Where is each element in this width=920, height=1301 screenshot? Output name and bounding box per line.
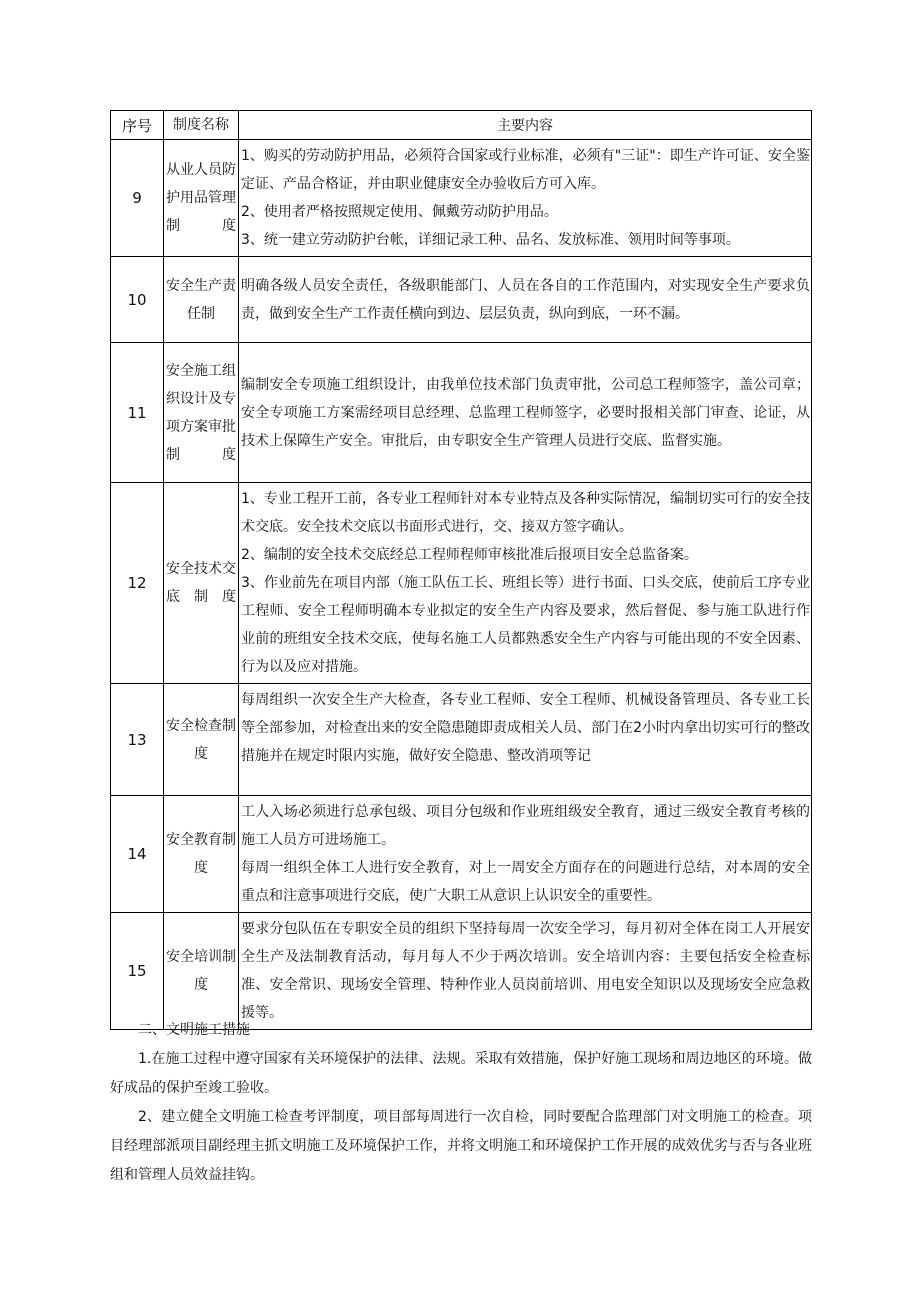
row-name: 安全培训制度 <box>166 949 236 993</box>
content-line: 3、统一建立劳动防护台帐，详细记录工种、品名、发放标准、领用时间等事项。 <box>241 232 740 248</box>
header-name: 制度名称 <box>164 111 239 140</box>
section-heading: 二、文明施工措施 <box>138 1022 250 1038</box>
content-line: 每周组织一次安全生产大检查，各专业工程师、安全工程师、机械设备管理员、各专业工长等全部参加，对检查出来的安全隐患随即责成相关人员、部门在2小时内拿出切实可行的整改措施并在规定时限内实施，做好安全隐患、整改消项等记 <box>241 692 810 764</box>
row-content <box>239 140 812 257</box>
content-line: 3、作业前先在项目内部（施工队伍工长、班组长等）进行书面、口头交底，使前后工序专业工程师、安全工程师明确本专业拟定的安全生产内容及要求，然后督促、参与施工队进行作业前的班组安全技术交底，使每名施工人员都熟悉安全生产内容与可能出现的不安全因素、行为以及应对措施。 <box>241 575 810 675</box>
header-content: 主要内容 <box>239 111 812 140</box>
civilized-construction-section <box>110 1016 812 1190</box>
table-header-row <box>111 111 812 140</box>
row-num: 14 <box>111 796 164 913</box>
row-num: 10 <box>111 257 164 343</box>
rules-table <box>110 110 812 1030</box>
row-content <box>239 913 812 1030</box>
content-line: 要求分包队伍在专职安全员的组织下坚持每周一次安全学习，每月初对全体在岗工人开展安全生产及法制教育活动，每月每人不少于两次培训。安全培训内容：主要包括安全检查标准、安全常识、现场安全管理、特种作业人员岗前培训、用电安全知识以及现场安全应急救援等。 <box>241 921 810 1021</box>
row-num: 9 <box>111 140 164 257</box>
table-row <box>111 140 812 257</box>
content-line: 每周一组织全体工人进行安全教育，对上一周安全方面存在的问题进行总结，对本周的安全重点和注意事项进行交底，使广大职工从意识上认识安全的重要性。 <box>241 860 810 904</box>
row-name: 安全教育制度 <box>166 832 236 876</box>
row-num: 15 <box>111 913 164 1030</box>
header-num: 序号 <box>111 111 164 140</box>
row-name: 安全生产责任制 <box>166 277 236 322</box>
row-num: 11 <box>111 343 164 483</box>
row-content <box>239 343 812 483</box>
content-line: 1、购买的劳动防护用品，必须符合国家或行业标准，必须有"三证"：即生产许可证、安全鉴定证、产品合格证，并由职业健康安全办验收后方可入库。 <box>241 148 810 192</box>
table-row <box>111 913 812 1030</box>
content-line: 1、专业工程开工前，各专业工程师针对本专业特点及各种实际情况，编制切实可行的安全技术交底。安全技术交底以书面形式进行，交、接双方签字确认。 <box>241 491 810 535</box>
content-line: 2、使用者严格按照规定使用、佩戴劳动防护用品。 <box>241 204 558 220</box>
table-row <box>111 343 812 483</box>
row-content <box>239 796 812 913</box>
row-num: 13 <box>111 684 164 796</box>
table-row <box>111 796 812 913</box>
row-name: 安全检查制度 <box>166 717 236 762</box>
row-content <box>239 684 812 796</box>
row-content <box>239 257 812 343</box>
content-line: 工人入场必须进行总承包级、项目分包级和作业班组级安全教育，通过三级安全教育考核的施工人员方可进场施工。 <box>241 804 810 848</box>
row-content <box>239 483 812 684</box>
table-row <box>111 257 812 343</box>
row-name: 安全技术交底制度 <box>166 561 236 605</box>
content-line: 2、编制的安全技术交底经总工程师程师审核批准后报项目安全总监备案。 <box>241 547 698 563</box>
table-row <box>111 684 812 796</box>
section-paragraph: 2、建立健全文明施工检查考评制度，项目部每周进行一次自检，同时要配合监理部门对文明施工的检查。项目经理部派项目副经理主抓文明施工及环境保护工作，并将文明施工和环境保护工作开展的成效优劣与否与各业班组和管理人员效益挂钩。 <box>110 1109 812 1183</box>
content-line: 明确各级人员安全责任，各级职能部门、人员在各自的工作范围内，对实现安全生产要求负责，做到安全生产工作责任横向到边、层层负责，纵向到底，一环不漏。 <box>241 277 810 322</box>
section-paragraph: 1.在施工过程中遵守国家有关环境保护的法律、法规。采取有效措施，保护好施工现场和周边地区的环境。做好成品的保护至竣工验收。 <box>110 1051 812 1096</box>
row-name: 从业人员防护用品管理制度 <box>166 162 236 234</box>
table-row <box>111 483 812 684</box>
content-line: 编制安全专项施工组织设计，由我单位技术部门负责审批，公司总工程师签字，盖公司章；安全专项施工方案需经项目总经理、总监理工程师签字，必要时报相关部门审查、论证，从技术上保障生产安全。审批后，由专职安全生产管理人员进行交底、监督实施。 <box>241 376 810 449</box>
row-num: 12 <box>111 483 164 684</box>
row-name: 安全施工组织设计及专项方案审批制度 <box>166 362 236 463</box>
